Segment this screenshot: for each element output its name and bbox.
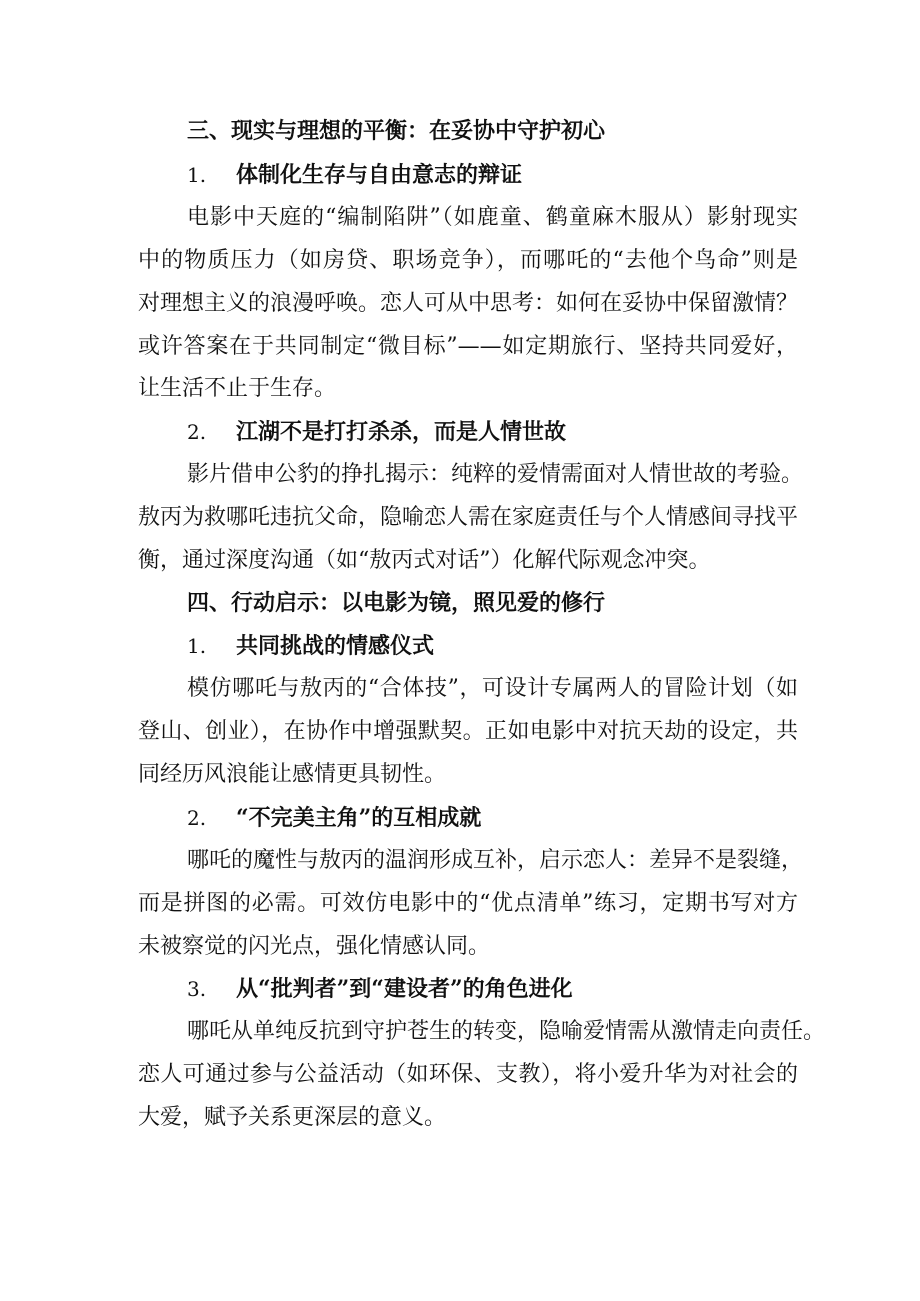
paragraph-line: 让生活不止于生存。 (138, 376, 337, 401)
paragraph-line: 未被察觉的闪光点，强化情感认同。 (138, 934, 491, 959)
paragraph-line: 或许答案在于共同制定“微目标”——如定期旅行、坚持共同爱好， (138, 334, 798, 359)
paragraph-line: 敖丙为救哪吒违抗父命，隐喻恋人需在家庭责任与个人情感间寻找平 (138, 505, 799, 530)
subsection-number: 1. (187, 634, 207, 658)
paragraph-line: 对理想主义的浪漫呼唤。恋人可从中思考：如何在妥协中保留激情？ (138, 291, 799, 316)
paragraph-line: 电影中天庭的“编制陷阱”（如鹿童、鹤童麻木服从）影射现实 (187, 205, 798, 230)
section-heading-3: 三、现实与理想的平衡：在妥协中守护初心 (187, 118, 606, 144)
subsection-title: 江湖不是打打杀杀，而是人情世故 (236, 419, 567, 445)
paragraph-line: 恋人可通过参与公益活动（如环保、支教），将小爱升华为对社会的 (138, 1062, 798, 1087)
paragraph-line: 影片借申公豹的挣扎揭示：纯粹的爱情需面对人情世故的考验。 (187, 462, 804, 487)
subsection-title: 体制化生存与自由意志的辩证 (236, 162, 523, 188)
paragraph-line: 登山、创业），在协作中增强默契。正如电影中对抗天劫的设定，共 (138, 719, 798, 744)
subsection-title: 从“批判者”到“建设者”的角色进化 (236, 976, 573, 1002)
subsection-title: 共同挑战的情感仪式 (236, 633, 435, 659)
section-heading-4: 四、行动启示：以电影为镜，照见爱的修行 (187, 590, 606, 616)
paragraph-line: 同经历风浪能让感情更具韧性。 (138, 762, 447, 787)
paragraph-line: 衡，通过深度沟通（如“敖丙式对话”）化解代际观念冲突。 (138, 548, 711, 573)
paragraph-line: 大爱，赋予关系更深层的意义。 (138, 1105, 447, 1130)
subsection-number: 1. (187, 163, 207, 187)
paragraph-line: 哪吒从单纯反抗到守护苍生的转变，隐喻爱情需从激情走向责任。 (187, 1019, 826, 1044)
paragraph-line: 模仿哪吒与敖丙的“合体技”，可设计专属两人的冒险计划（如 (187, 676, 798, 701)
subsection-number: 3. (187, 977, 207, 1001)
subsection-number: 2. (187, 806, 207, 830)
paragraph-line: 中的物质压力（如房贷、职场竞争），而哪吒的“去他个鸟命”则是 (138, 248, 798, 273)
paragraph-line: 而是拼图的必需。可效仿电影中的“优点清单”练习，定期书写对方 (138, 891, 798, 916)
subsection-title: “不完美主角”的互相成就 (236, 805, 482, 831)
subsection-number: 2. (187, 420, 207, 444)
paragraph-line: 哪吒的魔性与敖丙的温润形成互补，启示恋人：差异不是裂缝， (187, 848, 804, 873)
